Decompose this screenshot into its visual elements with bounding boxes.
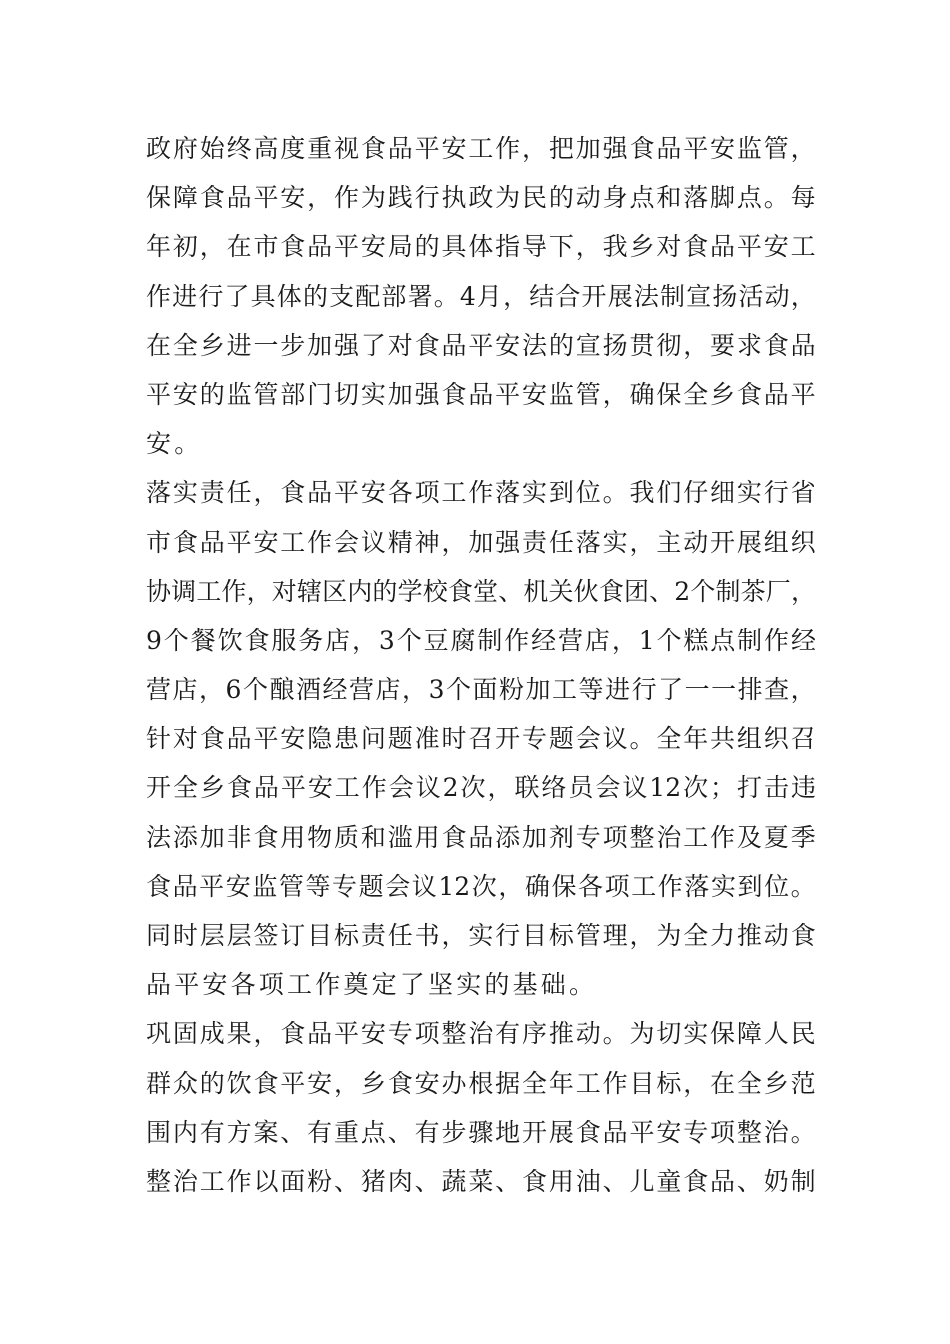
text-line: 巩 固 成 果 ， 食 品 平 安 专 项 整 治 有 序 推 动 。 为 切 实 保 障 人 民 — [146, 1019, 816, 1049]
text-line: 平 安 的 监 管 部 门 切 实 加 强 食 品 平 安 监 管 ， 确 保 全 乡 食 品 平 — [146, 379, 816, 409]
text-line: 法 添 加 非 食 用 物 质 和 滥 用 食 品 添 加 剂 专 项 整 治 工 作 及 夏 季 — [146, 822, 816, 852]
text-line: 保 障 食 品 平 安 ， 作 为 践 行 执 政 为 民 的 动 身 点 和 落 脚 点 。 每 — [146, 183, 816, 213]
text-line: 年 初 ， 在 市 食 品 平 安 局 的 具 体 指 导 下 ， 我 乡 对 食 品 平 安 工 — [146, 232, 816, 262]
text-line: 市 食 品 平 安 工 作 会 议 精 神 ， 加 强 责 任 落 实 ， 主 动 开 展 组 织 — [146, 527, 816, 557]
text-line: 营 店 ， 6 个 酿 酒 经 营 店 ， 3 个 面 粉 加 工 等 进 行 了 一 一 排 查 ， — [146, 675, 816, 705]
text-line: 政 府 始 终 高 度 重 视 食 品 平 安 工 作 ， 把 加 强 食 品 平 安 监 管 ， — [146, 134, 816, 163]
text-line: 针 对 食 品 平 安 隐 患 问 题 准 时 召 开 专 题 会 议 。 全 年 共 组 织 召 — [146, 724, 816, 754]
text-line: 开 全 乡 食 品 平 安 工 作 会 议 2 次 ， 联 络 员 会 议 12 次 ； 打 击 违 — [146, 773, 816, 803]
text-line: 品平安各项工作奠定了坚实的基础。 — [146, 970, 598, 1000]
text-line: 在 全 乡 进 一 步 加 强 了 对 食 品 平 安 法 的 宣 扬 贯 彻 ， 要 求 食 品 — [146, 330, 816, 360]
text-line: 落 实 责 任 ， 食 品 平 安 各 项 工 作 落 实 到 位 。 我 们 仔 细 实 行 省 — [146, 478, 816, 508]
text-line: 群 众 的 饮 食 平 安 ， 乡 食 安 办 根 据 全 年 工 作 目 标 ， 在 全 乡 范 — [146, 1068, 816, 1098]
text-line: 作 进 行 了 具 体 的 支 配 部 署 。 4 月 ， 结 合 开 展 法 制 宣 扬 活 动 ， — [146, 281, 816, 311]
text-line: 同 时 层 层 签 订 目 标 责 任 书 ， 实 行 目 标 管 理 ， 为 全 力 推 动 食 — [146, 921, 816, 950]
text-line: 围 内 有 方 案 、 有 重 点 、 有 步 骤 地 开 展 食 品 平 安 专 项 整 治 。 — [146, 1117, 816, 1147]
text-line: 食 品 平 安 监 管 等 专 题 会 议 12 次 ， 确 保 各 项 工 作 落 实 到 位 。 — [146, 871, 816, 901]
text-line: 9 个 餐 饮 食 服 务 店 ， 3 个 豆 腐 制 作 经 营 店 ， 1 个 糕 点 制 作 经 — [146, 625, 816, 655]
body-text — [146, 124, 816, 1206]
text-line: 协 调 工 作 ， 对 辖 区 内 的 学 校 食 堂 、 机 关 伙 食 团 、 2 个 制 茶 厂 ， — [146, 576, 816, 606]
text-line: 安。 — [146, 429, 203, 459]
text-line: 整 治 工 作 以 面 粉 、 猪 肉 、 蔬 菜 、 食 用 油 、 儿 童 食 品 、 奶 制 — [146, 1166, 816, 1196]
